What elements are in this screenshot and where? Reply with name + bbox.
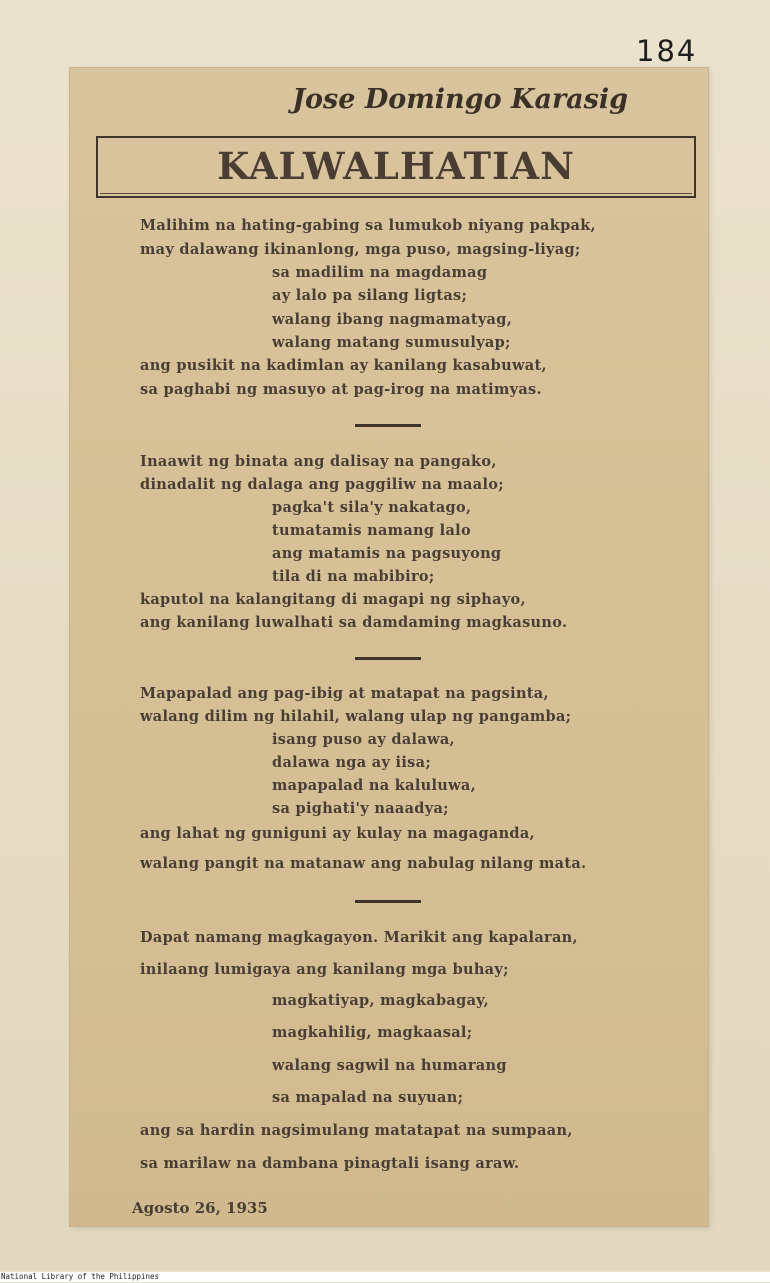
poem-line: ang kanilang luwalhati sa damdaming magkasuno.	[140, 614, 568, 631]
newspaper-clipping	[70, 68, 708, 1226]
poem-line: inilaang lumigaya ang kanilang mga buhay;	[140, 961, 509, 978]
poem-line: may dalawang ikinanlong, mga puso, magsing-liyag;	[140, 241, 581, 258]
poem-line: tumatamis namang lalo	[272, 522, 471, 539]
poem-line: ang matamis na pagsuyong	[272, 545, 502, 562]
poem-line: Inaawit ng binata ang dalisay na pangako,	[140, 453, 497, 470]
publication-date: Agosto 26, 1935	[132, 1199, 268, 1217]
poem-line: walang matang sumusulyap;	[272, 334, 511, 351]
poem-line: ay lalo pa silang ligtas;	[272, 287, 468, 304]
poem-line: kaputol na kalangitang di magapi ng siphayo,	[140, 591, 526, 608]
poem-line: mapapalad na kaluluwa,	[272, 777, 476, 794]
poem-line: magkatiyap, magkabagay,	[272, 992, 489, 1009]
poem-line: walang dilim ng hilahil, walang ulap ng pangamba;	[140, 708, 572, 725]
poem-line: walang pangit na matanaw ang nabulag nilang mata.	[140, 855, 587, 872]
poem-line: sa madilim na magdamag	[272, 264, 488, 281]
poem-line: dinadalit ng dalaga ang paggiliw na maalo;	[140, 476, 504, 493]
poem-line: sa marilaw na dambana pinagtali isang araw.	[140, 1155, 520, 1172]
page-number: 184	[636, 34, 698, 68]
poem-line: sa pighati'y naaadya;	[272, 800, 449, 817]
poem-line: pagka't sila'y nakatago,	[272, 499, 472, 516]
stanza-divider	[355, 424, 421, 427]
poem-line: ang lahat ng guniguni ay kulay na magaganda,	[140, 825, 535, 842]
poem-line: walang ibang nagmamatyag,	[272, 311, 513, 328]
poem-line: ang sa hardin nagsimulang matatapat na sumpaan,	[140, 1122, 573, 1139]
poem-line: walang sagwil na humarang	[272, 1057, 507, 1074]
poem-line: sa paghabi ng masuyo at pag-irog na matimyas.	[140, 381, 542, 398]
poem-line: Dapat namang magkagayon. Marikit ang kapalaran,	[140, 929, 578, 946]
poem-body	[70, 68, 708, 1226]
footer-credit: National Library of the Philippines	[0, 1272, 770, 1282]
stanza-divider	[355, 900, 421, 903]
poem-line: dalawa nga ay iisa;	[272, 754, 431, 771]
poem-line: sa mapalad na suyuan;	[272, 1089, 464, 1106]
poem-line: ang pusikit na kadimlan ay kanilang kasabuwat,	[140, 357, 547, 374]
poem-line: tila di na mabibiro;	[272, 568, 435, 585]
poem-title: KALWALHATIAN	[217, 144, 575, 188]
stanza-divider	[355, 657, 421, 660]
poem-line: Mapapalad ang pag-ibig at matapat na pagsinta,	[140, 685, 549, 702]
author-name: Jose Domingo Karasig	[292, 84, 628, 115]
poem-line: isang puso ay dalawa,	[272, 731, 455, 748]
poem-line: magkahilig, magkaasal;	[272, 1024, 473, 1041]
poem-line: Malihim na hating-gabing sa lumukob niyang pakpak,	[140, 217, 596, 234]
